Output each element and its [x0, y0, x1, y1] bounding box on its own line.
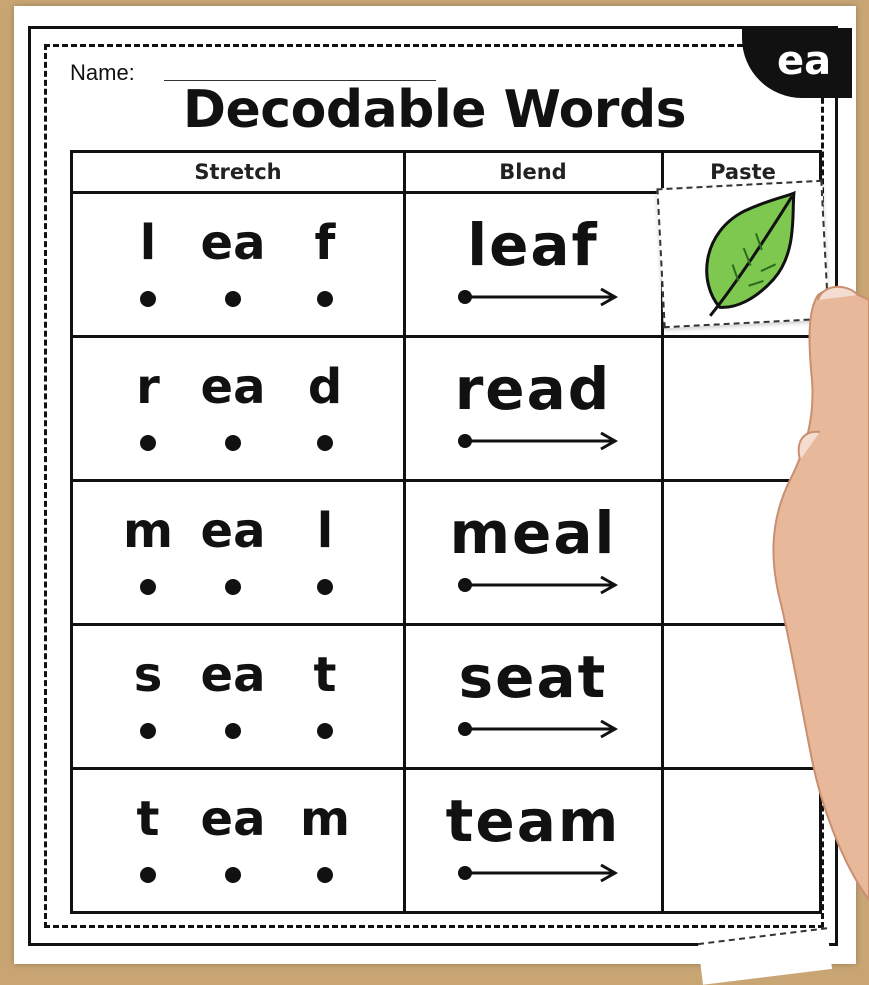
stretch-segment: ea [200, 503, 266, 559]
stretch-segment: ea [200, 359, 266, 415]
page-title: Decodable Words [182, 80, 687, 140]
stretch-segment: ea [200, 215, 266, 271]
blend-word: read [454, 355, 612, 423]
stretch-segment: t [313, 647, 337, 703]
stretch-segment: m [299, 791, 350, 847]
column-header-stretch: Stretch [194, 160, 282, 184]
stretch-segment: f [314, 215, 336, 271]
stretch-segment: d [307, 359, 343, 415]
name-label: Name: [70, 60, 135, 85]
stretch-segment: t [136, 791, 160, 847]
stretch-segment: l [139, 215, 157, 271]
stretch-segment: ea [200, 647, 266, 703]
blend-word: meal [449, 499, 617, 567]
column-header-blend: Blend [499, 160, 567, 184]
stretch-segment: m [122, 503, 173, 559]
sound-badge: ea [742, 28, 852, 98]
blend-word: seat [458, 643, 608, 711]
stretch-segment: l [316, 503, 334, 559]
column-header-paste: Paste [710, 160, 776, 184]
stretch-segment: r [136, 359, 160, 415]
stretch-segment: s [133, 647, 163, 703]
blend-word: leaf [467, 211, 599, 279]
stretch-segment: ea [200, 791, 266, 847]
blend-word: team [445, 787, 621, 855]
